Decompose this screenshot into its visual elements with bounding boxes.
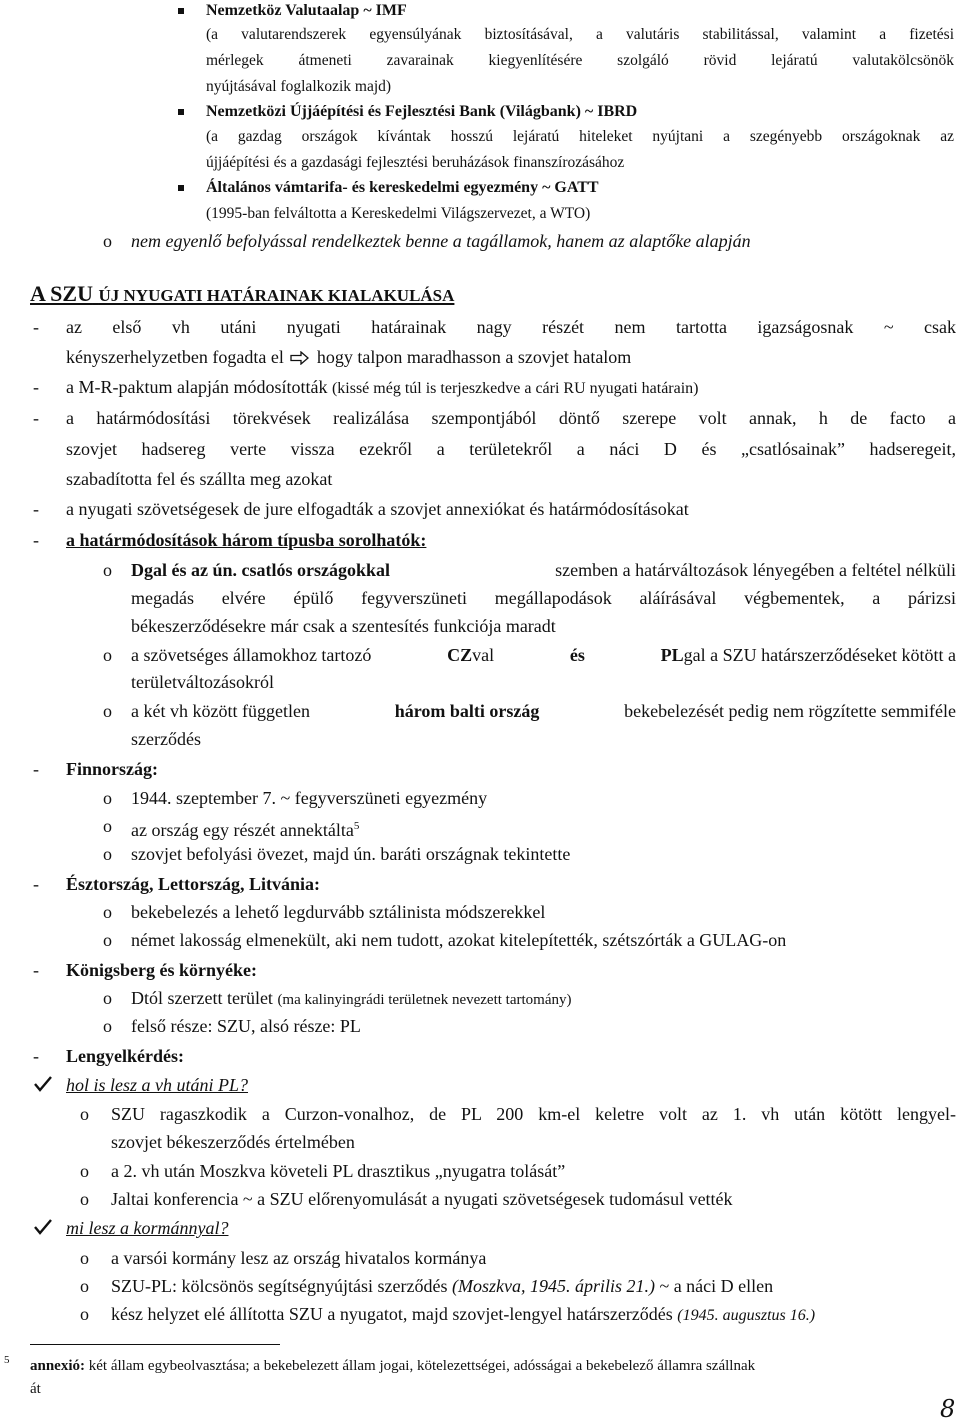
country-heading: Königsberg és környéke:: [66, 960, 257, 980]
text-span: két állam egybeolvasztása; a bekebelezett állam jogai, kötelezettségei, adósságai a bekebelező államra szállnak: [88, 1358, 756, 1374]
item-title-imf: Nemzetköz Valutaalap ~ IMF: [206, 2, 407, 19]
question-line: hol is lesz a vh utáni PL?: [66, 1075, 249, 1095]
text-line: (a valutarendszerek egyensúlyának biztosításával, a valutáris stabilitással, valamint a fizetési: [206, 26, 954, 43]
text-span: ~ a náci D ellen: [659, 1276, 774, 1296]
text-span: gal a SZU határszerződéseket kötött a: [683, 645, 956, 665]
text-line: [131, 700, 956, 722]
text-line: szovjet hadsereg verte vissza ezekről a területekről a náci D és „csatlósainak” hadseregeit,: [66, 439, 956, 459]
circle-bullet: o: [80, 1104, 89, 1124]
circle-bullet: o: [103, 645, 112, 665]
country-heading: Észtország, Lettország, Litvánia:: [66, 874, 320, 894]
text-line: német lakosság elmenekült, aki nem tudott, azokat kitelepítették, szétszórták a GULAG-on: [131, 930, 787, 950]
text-line: [131, 987, 571, 1011]
text-line: SZU ragaszkodik a Curzon-vonalhoz, de PL 200 km-el keletre volt az 1. vh után kötött lengyel-: [111, 1104, 956, 1124]
square-bullet: [178, 185, 184, 191]
text-line: békeszerződésekre már csak a szentesítés funkciója maradt: [131, 616, 556, 636]
text-line: a varsói kormány lesz az ország hivatalos kormánya: [111, 1248, 487, 1268]
text-span-bold: és: [569, 645, 585, 665]
section-heading: [30, 280, 454, 310]
text-span: szemben a határváltozások lényegében a feltétel nélküli: [555, 560, 956, 580]
text-line: mérlegek átmeneti zavarainak kiegyenlítésére szolgáló rövid lejáratú valutakölcsönök: [206, 52, 954, 69]
text-line: [66, 376, 699, 400]
circle-bullet: o: [103, 560, 112, 580]
text-span: a szövetséges államokhoz tartozó: [131, 645, 372, 665]
text-span: hogy talpon maradhasson a szovjet hatalom: [316, 347, 632, 367]
text-line: a 2. vh után Moszkva követeli PL drasztikus „nyugatra tolását”: [111, 1161, 566, 1181]
circle-bullet: o: [80, 1189, 89, 1209]
text-span: kész helyzet elé állította SZU a nyugatot, majd szovjet-lengyel határszerződés: [111, 1304, 673, 1324]
text-line: (a gazdag országok kívántak hosszú lejáratú hiteleket nyújtani a szegényebb országoknak az: [206, 128, 954, 145]
text-line: [131, 644, 956, 666]
text-span: [661, 644, 956, 666]
text-span-bold: PL: [660, 645, 684, 665]
text-span: kényszerhelyzetben fogadta el: [66, 347, 284, 367]
text-span-bold: három balti ország: [394, 701, 540, 721]
circle-bullet: o: [103, 231, 112, 251]
footnote-text: át: [30, 1381, 41, 1397]
text-line: felső része: SZU, alsó része: PL: [131, 1016, 361, 1036]
text-line-italic: nem egyenlő befolyással rendelkeztek benne a tagállamok, hanem az alaptőke alapján: [131, 231, 751, 251]
page-number: 8: [940, 1395, 956, 1423]
text-span: a két vh között független: [131, 701, 310, 721]
heading-part: ÚJ NYUGATI HATÁRAINAK KIALAKULÁSA: [98, 286, 455, 305]
text-line: az első vh utáni nyugati határainak nagy részét nem tartotta igazságosnak ~ csak: [66, 317, 956, 337]
text-span: bekebelezését pedig nem rögzítette semmiféle: [624, 701, 956, 721]
circle-bullet: o: [80, 1304, 89, 1324]
arrow-right-icon: [290, 351, 310, 365]
circle-bullet: o: [103, 930, 112, 950]
text-line: szovjet befolyási övezet, majd ún. baráti országnak tekintette: [131, 844, 571, 864]
text-span-italic: (Moszkva, 1945. április 21.): [451, 1276, 655, 1296]
text-span: SZU-PL: kölcsönös segítségnyújtási szerződés: [111, 1276, 448, 1296]
heading-part: A SZU: [30, 281, 93, 306]
dash-bullet: -: [33, 874, 39, 894]
square-bullet: [178, 8, 184, 14]
question-line: mi lesz a kormánnyal?: [66, 1218, 229, 1238]
text-line: [111, 1275, 773, 1297]
text-line: [131, 559, 956, 581]
dash-bullet: -: [33, 499, 39, 519]
text-line: a nyugati szövetségesek de jure elfogadták a szovjet annexiókat és határmódosításokat: [66, 499, 689, 519]
square-bullet: [178, 109, 184, 115]
country-heading: Finnország:: [66, 759, 158, 779]
text-line: (1995-ban felváltotta a Kereskedelmi Világszervezet, a WTO): [206, 205, 591, 222]
text-span: val: [472, 645, 495, 665]
circle-bullet: o: [103, 788, 112, 808]
checkmark-icon: [34, 1219, 52, 1235]
text-line: 1944. szeptember 7. ~ fegyverszüneti egyezmény: [131, 788, 488, 808]
dash-bullet: -: [33, 960, 39, 980]
circle-bullet: o: [80, 1276, 89, 1296]
item-title-ibrd: Nemzetközi Újjáépítési és Fejlesztési Bank (Világbank) ~ IBRD: [206, 103, 638, 120]
circle-bullet: o: [103, 988, 112, 1008]
circle-bullet: o: [103, 844, 112, 864]
text-span: (kissé még túl is terjeszkedve a cári RU nyugati határain): [331, 380, 699, 397]
dash-bullet: -: [33, 1046, 39, 1066]
text-line: szovjet békeszerződés értelmében: [111, 1132, 355, 1152]
footnote-separator: [30, 1344, 280, 1345]
text-span-italic: (1945. augusztus 16.): [677, 1307, 816, 1324]
text-line: bekebelezés a lehető legdurvább sztálinista módszerekkel: [131, 902, 546, 922]
dash-bullet: -: [33, 377, 39, 397]
dash-bullet: -: [33, 530, 39, 550]
text-span: a M-R-paktum alapján módosították: [66, 377, 328, 397]
text-span-bold: CZ: [447, 645, 473, 665]
text-span-bold: annexió:: [30, 1358, 86, 1374]
text-line: [66, 346, 631, 368]
text-span-bold: Dgal és az ún. csatlós országokkal: [131, 560, 391, 580]
country-heading: Lengyelkérdés:: [66, 1046, 184, 1066]
text-line: területváltozásokról: [131, 672, 274, 692]
text-line: Jaltai konferencia ~ a SZU előrenyomulását a nyugati szövetségesek tudomásul vették: [111, 1189, 733, 1209]
text-line-bold: a határmódosítások három típusba sorolhatók:: [66, 530, 427, 550]
footnote-number: 5: [4, 1354, 10, 1366]
dash-bullet: -: [33, 759, 39, 779]
circle-bullet: o: [80, 1161, 89, 1181]
text-span: [447, 644, 494, 666]
checkmark-icon: [34, 1076, 52, 1092]
circle-bullet: o: [103, 1016, 112, 1036]
text-line: [131, 815, 359, 841]
item-title-gatt: Általános vámtarifa- és kereskedelmi egyezmény ~ GATT: [206, 179, 599, 196]
text-line: szabadította fel és szállta meg azokat: [66, 469, 333, 489]
text-line: megadás elvére épülő fegyverszüneti megállapodások aláírásával végbementek, a párizsi: [131, 588, 956, 608]
text-line: újjáépítési és a gazdasági fejlesztési beruházások finanszírozásához: [206, 154, 625, 171]
footnote-ref: 5: [353, 820, 360, 832]
dash-bullet: -: [33, 408, 39, 428]
circle-bullet: o: [103, 701, 112, 721]
footnote-text: [30, 1355, 755, 1377]
text-span: (ma kalinyingrádi területnek nevezett tartomány): [277, 992, 572, 1008]
circle-bullet: o: [80, 1248, 89, 1268]
text-span: Dtól szerzett terület: [131, 988, 273, 1008]
circle-bullet: o: [103, 902, 112, 922]
text-span: az ország egy részét annektálta: [131, 820, 354, 840]
text-line: szerződés: [131, 729, 201, 749]
dash-bullet: -: [33, 317, 39, 337]
circle-bullet: o: [103, 816, 112, 836]
text-line: [111, 1303, 815, 1327]
text-line: a határmódosítási törekvések realizálása szempontjából döntő szerepe volt annak, h de facto a: [66, 408, 956, 428]
text-line: nyújtásával foglalkozik majd): [206, 78, 392, 95]
